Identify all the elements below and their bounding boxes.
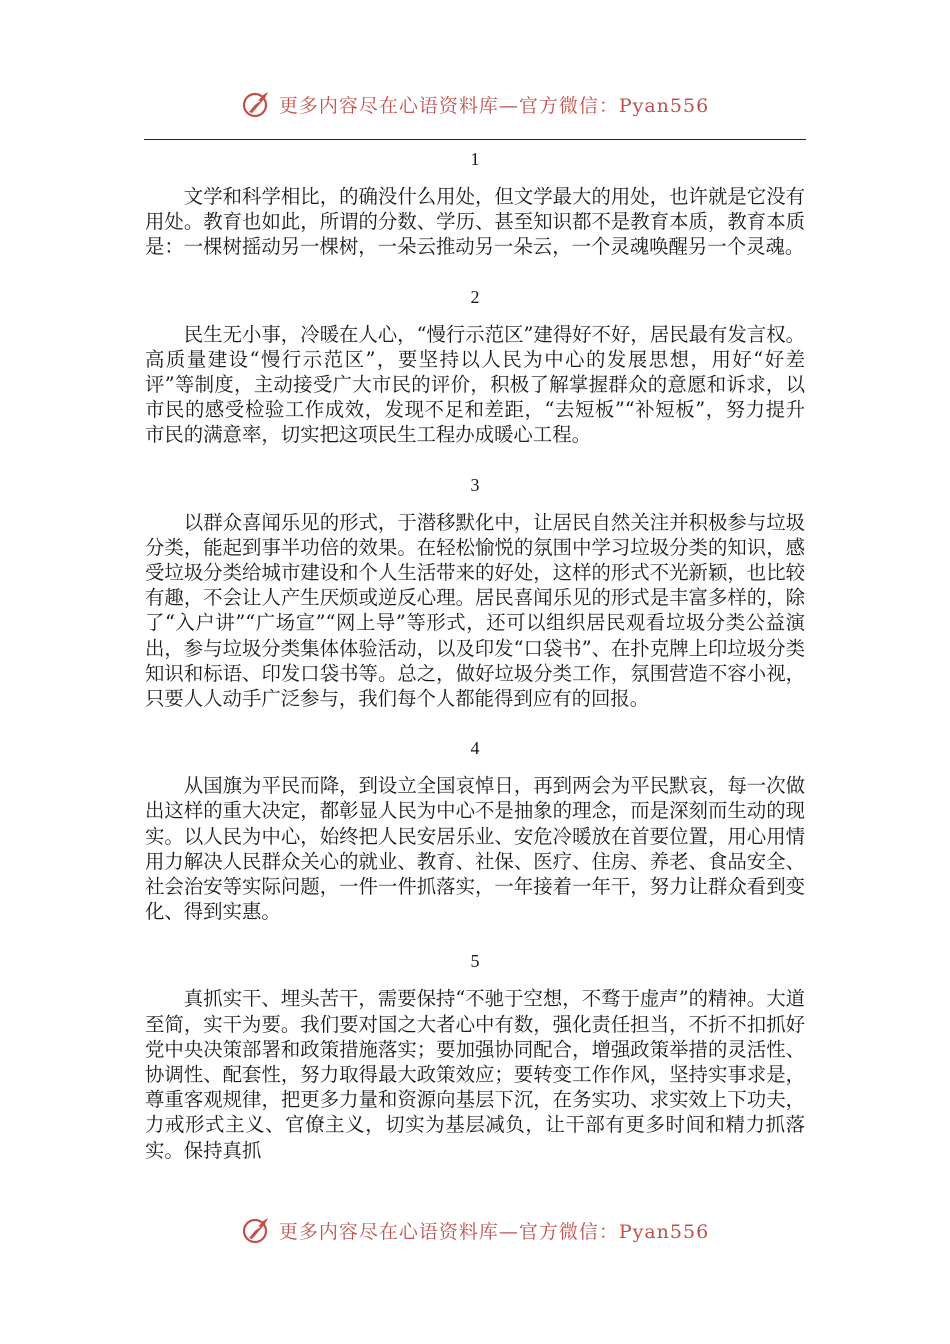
section-number: 1 xyxy=(470,149,480,169)
header-banner xyxy=(0,84,950,124)
section-number: 3 xyxy=(470,474,480,495)
section-paragraph: 民生无小事，冷暖在人心，“慢行示范区”建得好不好，居民最有发言权。高质量建设“慢行示范区”，要坚持以人民为中心的发展思想，用好“好差评”等制度，主动接受广大市民的评价，积极了解掌握群众的意愿和诉求，以市民的感受检验工作成效，发现不足和差距，“去短板”“补短板”，努力提升市民的满意率，切实把这项民生工程办成暖心工程。 xyxy=(145,322,805,447)
header-divider xyxy=(144,139,806,140)
section-number: 5 xyxy=(470,951,480,972)
section-paragraph: 文学和科学相比，的确没什么用处，但文学最大的用处，也许就是它没有用处。教育也如此，所谓的分数、学历、甚至知识都不是教育本质，教育本质是：一棵树摇动另一棵树，一朵云推动另一朵云，一个灵魂唤醒另一个灵魂。 xyxy=(145,185,805,259)
quill-logo-icon xyxy=(241,1214,273,1246)
section-paragraph: 真抓实干、埋头苦干，需要保持“不驰于空想，不骛于虚声”的精神。大道至简，实干为要。我们要对国之大者心中有数，强化责任担当，不折不扣抓好党中央决策部署和政策措施落实；要加强协同配合，增强政策举措的灵活性、协调性、配套性，努力取得最大政策效应；要转变工作作风，坚持实事求是，尊重客观规律，把更多力量和资源向基层下沉，在务实功、求实效上下功夫，力戒形式主义、官僚主义，切实为基层减负，让干部有更多时间和精力抓落实。保持真抓 xyxy=(145,987,805,1162)
document-body xyxy=(145,146,805,1187)
header-banner-text: 更多内容尽在心语资料库—官方微信：Pyan556 xyxy=(278,94,710,117)
footer-banner-text: 更多内容尽在心语资料库—官方微信：Pyan556 xyxy=(278,1220,710,1243)
section-number: 2 xyxy=(470,286,480,307)
quill-logo-icon xyxy=(241,88,273,120)
section-number: 4 xyxy=(470,738,480,759)
section-paragraph: 从国旗为平民而降，到设立全国哀悼日，再到两会为平民默哀，每一次做出这样的重大决定，都彰显人民为中心不是抽象的理念，而是深刻而生动的现实。以人民为中心，始终把人民安居乐业、安危冷暖放在首要位置，用心用情用力解决人民群众关心的就业、教育、社保、医疗、住房、养老、食品安全、社会治安等实际问题，一件一件抓落实，一年接着一年干，努力让群众看到变化、得到实惠。 xyxy=(145,774,805,924)
section-paragraph: 以群众喜闻乐见的形式，于潜移默化中，让居民自然关注并积极参与垃圾分类，能起到事半功倍的效果。在轻松愉悦的氛围中学习垃圾分类的知识，感受垃圾分类给城市建设和个人生活带来的好处，这样的形式不光新颖，也比较有趣，不会让人产生厌烦或逆反心理。居民喜闻乐见的形式是丰富多样的，除了“入户讲”“广场宣”“网上导”等形式，还可以组织居民观看垃圾分类公益演出，参与垃圾分类集体体验活动，以及印发“口袋书”、在扑克牌上印垃圾分类知识和标语、印发口袋书等。总之，做好垃圾分类工作，氛围营造不容小视，只要人人动手广泛参与，我们每个人都能得到应有的回报。 xyxy=(145,510,805,711)
footer-banner xyxy=(0,1210,950,1250)
